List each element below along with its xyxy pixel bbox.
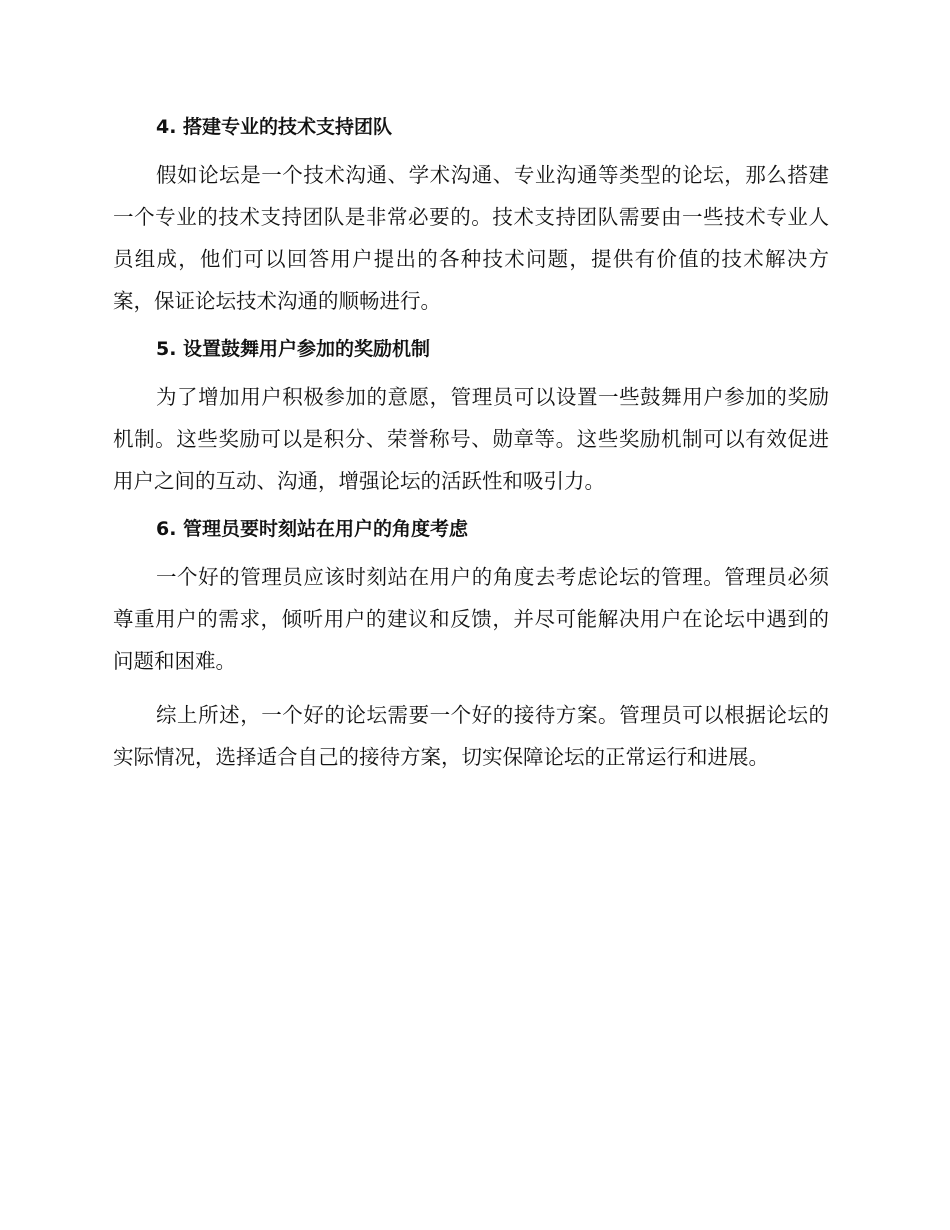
section-paragraph: 为了增加用户积极参加的意愿，管理员可以设置一些鼓舞用户参加的奖励机制。这些奖励可以是积分、荣誉称号、勋章等。这些奖励机制可以有效促进用户之间的互动、沟通，增强论坛的活跃性和吸引力。 — [113, 385, 829, 493]
section-user-perspective — [113, 514, 829, 778]
section-reward-mechanism — [113, 334, 829, 502]
section-heading: 5. 设置鼓舞用户参加的奖励机制 — [156, 338, 431, 360]
section-technical-support-team — [113, 112, 829, 322]
section-paragraph: 一个好的管理员应该时刻站在用户的角度去考虑论坛的管理。管理员必须尊重用户的需求，倾听用户的建议和反馈，并尽可能解决用户在论坛中遇到的问题和困难。 — [113, 565, 829, 673]
section-heading: 6. 管理员要时刻站在用户的角度考虑 — [156, 518, 469, 540]
document-body — [113, 112, 829, 790]
conclusion-paragraph: 综上所述，一个好的论坛需要一个好的接待方案。管理员可以根据论坛的实际情况，选择适合自己的接待方案，切实保障论坛的正常运行和进展。 — [113, 703, 829, 769]
section-heading: 4. 搭建专业的技术支持团队 — [156, 116, 393, 138]
section-paragraph: 假如论坛是一个技术沟通、学术沟通、专业沟通等类型的论坛，那么搭建一个专业的技术支持团队是非常必要的。技术支持团队需要由一些技术专业人员组成，他们可以回答用户提出的各种技术问题，提供有价值的技术解决方案，保证论坛技术沟通的顺畅进行。 — [113, 163, 829, 313]
